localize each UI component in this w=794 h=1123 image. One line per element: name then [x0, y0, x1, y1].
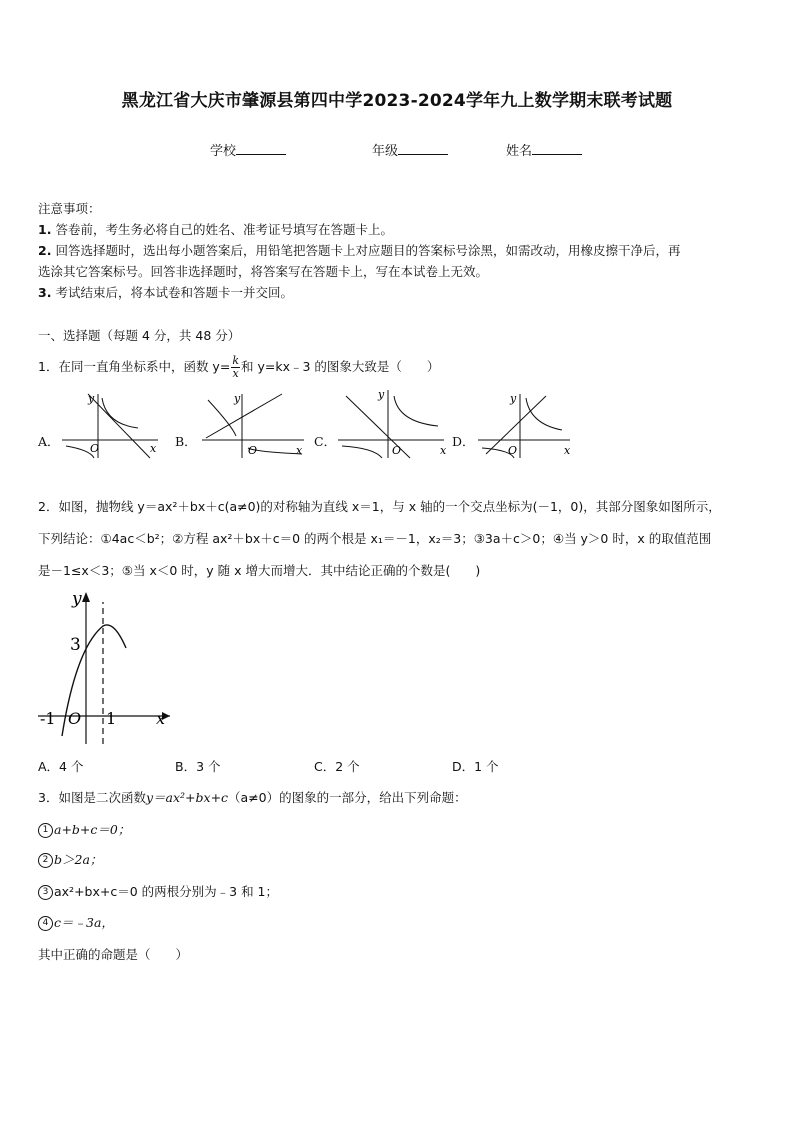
origin-label: O — [392, 444, 402, 457]
q2-y-label: y — [72, 589, 82, 609]
note-2-text-b: 选涂其它答案标号。回答非选择题时，将答案写在答题卡上，写在本试卷上无效。 — [38, 264, 489, 279]
q3-stem-b: 的图象的一部分，给出下列命题： — [279, 790, 467, 805]
q2-tick-neg1: -1 — [40, 709, 56, 728]
axis-x-label: x — [564, 444, 571, 457]
note-3-number: 3. — [38, 285, 52, 300]
axis-y-label: y — [234, 392, 241, 405]
note-2-text-a: 回答选择题时，选出每小题答案后，用铅笔把答题卡上对应题目的答案标号涂黑，如需改动，用橡皮擦干净后，再 — [55, 243, 681, 258]
q3-ask: 其中正确的命题是（ ） — [38, 947, 189, 962]
q3-item-3-mark: 3 — [38, 885, 53, 900]
q1-option-d-label: D． — [452, 434, 475, 449]
q2-option-c: C．2 个 — [314, 759, 360, 774]
note-3 — [38, 284, 293, 302]
note-1-number: 1. — [38, 222, 52, 237]
q3-item-1-text: a+b+c＝0； — [54, 822, 131, 837]
q2-option-d: D．1 个 — [452, 759, 499, 774]
school-label: 学校 — [210, 144, 237, 159]
name-blank — [532, 142, 582, 155]
fraction-numerator: k — [232, 354, 239, 367]
name-label: 姓名 — [506, 144, 533, 159]
q2-parabola-graph — [36, 586, 176, 748]
fraction-k-over-x — [231, 355, 240, 380]
q1-graph-d — [474, 388, 578, 460]
axis-y-label: y — [378, 388, 385, 401]
q3-item-4-text: c＝﹣3a， — [54, 915, 114, 930]
fraction-denominator: x — [232, 367, 239, 380]
section-heading: 一、选择题（每题 4 分，共 48 分） — [38, 328, 241, 343]
q2-tick-1: 1 — [106, 709, 117, 728]
note-3-text: 考试结束后，将本试卷和答题卡一并交回。 — [55, 285, 293, 300]
q2-option-a: A．4 个 — [38, 759, 84, 774]
origin-label: O — [508, 444, 518, 457]
notes-heading: 注意事项： — [38, 201, 101, 216]
school-blank — [236, 142, 286, 155]
q2-origin: O — [68, 709, 82, 728]
q1-option-c-label: C． — [314, 434, 337, 449]
q1-graph-a — [58, 388, 168, 460]
q1-graph-b — [198, 388, 310, 460]
q3-item-2-mark: 2 — [38, 853, 53, 868]
origin-label: O — [248, 444, 258, 457]
grade-blank — [398, 142, 448, 155]
axis-y-label: y — [510, 392, 517, 405]
q2-tick-3: 3 — [70, 635, 81, 655]
q3-stem-a: 3．如图是二次函数 — [38, 790, 146, 805]
question-1-pre: 1．在同一直角坐标系中，函数 y= — [38, 359, 231, 374]
q3-item-1 — [38, 821, 130, 839]
q3-item-3 — [38, 883, 278, 901]
question-1-post: 和 y=kx﹣3 的图象大致是（ ） — [240, 359, 440, 374]
school-field — [210, 140, 286, 159]
q1-option-b-label: B． — [175, 434, 197, 449]
q3-item-3-text: ax²+bx+c＝0 的两根分别为﹣3 和 1； — [54, 884, 278, 899]
question-3-stem — [38, 789, 467, 807]
axis-y-label: y — [88, 392, 95, 405]
note-1 — [38, 221, 393, 239]
q1-graph-c — [334, 386, 452, 460]
q1-option-a-label: A． — [38, 434, 60, 449]
axis-x-label: x — [440, 444, 447, 457]
question-1-stem — [38, 350, 439, 384]
q3-item-1-mark: 1 — [38, 823, 53, 838]
q3-item-2 — [38, 851, 102, 869]
q3-condition: （a≠0） — [228, 790, 280, 805]
note-1-text: 答卷前，考生务必将自己的姓名、准考证号填写在答题卡上。 — [55, 222, 393, 237]
note-2-number: 2. — [38, 243, 52, 258]
question-2-line-3: 是－1≤x＜3；⑤当 x＜0 时，y 随 x 增大而增大．其中结论正确的个数是( ) — [38, 563, 481, 578]
grade-field — [372, 140, 448, 159]
question-2-line-1: 2．如图，抛物线 y＝ax²＋bx＋c(a≠0)的对称轴为直线 x＝1，与 x 轴的一个交点坐标为(－1，0)，其部分图象如图所示， — [38, 499, 721, 514]
q3-item-4-mark: 4 — [38, 916, 53, 931]
q3-function: y＝ax²+bx+c — [145, 790, 229, 805]
axis-x-label: x — [150, 442, 157, 455]
q3-item-2-text: b＞2a； — [54, 852, 103, 867]
note-2 — [38, 242, 680, 260]
q2-option-b: B．3 个 — [175, 759, 221, 774]
origin-label: O — [90, 442, 100, 455]
q3-item-4 — [38, 914, 114, 932]
question-2-line-2: 下列结论：①4ac＜b²；②方程 ax²＋bx＋c＝0 的两个根是 x₁＝－1，x₂＝3；③3a＋c＞0；④当 y＞0 时，x 的取值范围 — [38, 531, 712, 546]
axis-x-label: x — [296, 444, 303, 457]
name-field — [506, 140, 582, 159]
grade-label: 年级 — [372, 144, 399, 159]
q2-x-label: x — [156, 709, 166, 728]
page-title: 黑龙江省大庆市肇源县第四中学2023-2024学年九上数学期末联考试题 — [121, 91, 673, 111]
